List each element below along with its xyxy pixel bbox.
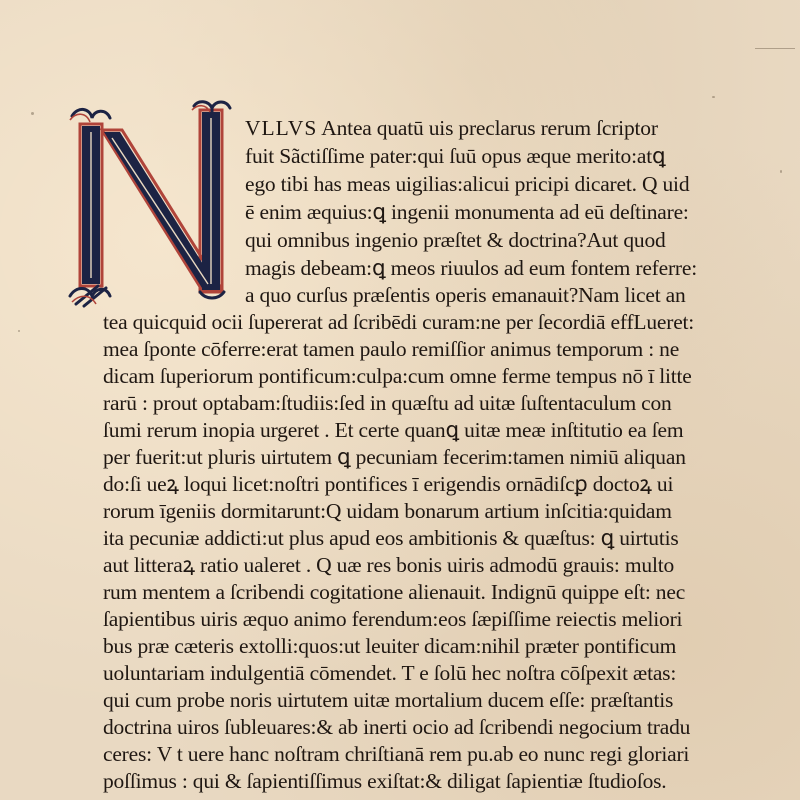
text-line: a quo curſus præſentis operis emanauit?Nam licet an [245, 283, 686, 307]
text-line: ē enim æquius:ꝗ ingenii monumenta ad eū deſtinare: [245, 200, 689, 224]
text-line: rarū : prout optabam:ſtudiis:ſed in quæſtu ad uitæ ſuſtentaculum con [103, 391, 672, 415]
text-line: tea quicquid ocii ſupererat ad ſcribēdi curam:ne per ſecordiā effLueret: [103, 310, 695, 334]
text-line: ſumi rerum inopia urgeret . Et certe quanꝗ uitæ meæ inſtitutio ea ſem [103, 418, 684, 442]
text-line: magis debeam:ꝗ meos riuulos ad eum fontem referre: [245, 256, 698, 280]
text-line: ſapientibus uiris æquo animo ferendum:eos ſæpiſſime reiectis meliori [103, 607, 683, 631]
illuminated-initial-n [62, 100, 244, 312]
text-line: ita pecuniæ addicti:ut plus apud eos ambitionis & quæſtus: ꝗ uirtutis [103, 526, 679, 550]
text-line: uoluntariam indulgentiā cōmendet. T e ſolū hec noſtra cōſpexit ætas: [103, 661, 677, 685]
text-line: per fuerit:ut pluris uirtutem ꝗ pecuniam fecerim:tamen nimiū aliquan [103, 445, 686, 469]
paper-speck [780, 170, 782, 173]
text-line: qui cum probe noris uirtutem uitæ mortalium ducem eſſe: præſtantis [103, 688, 674, 712]
text-line: mea ſponte cōferre:erat tamen paulo remiſſior animus temporum : ne [103, 337, 680, 361]
text-line: ego tibi has meas uigilias:alicui pricipi dicaret. Q uid [245, 172, 690, 196]
opening-word: VLLVS [245, 116, 318, 140]
text-line: rum mentem a ſcribendi cogitatione alienauit. Indignū quippe eſt: nec [103, 580, 686, 604]
text-line: dicam ſuperiorum pontificum:culpa:cum omne ferme tempus nō ī litte [103, 364, 692, 388]
text-line: fuit Sãctiſſime pater:qui ſuū opus æque merito:atꝗ [245, 144, 666, 168]
paper-speck [712, 96, 715, 98]
text-line: ceres: V t uere hanc noſtram chriſtianā rem pu.ab eo nunc regi gloriari [103, 742, 690, 766]
line-text: Antea quatū uis preclarus rerum ſcriptor [317, 116, 658, 140]
text-line: bus præ cæteris extolli:quos:ut leuiter dicam:nihil præter pontificum [103, 634, 677, 658]
text-line: doctrina uiros ſubleuares:& ab inerti ocio ad ſcribendi negocium tradu [103, 715, 691, 739]
text-line: rorum īgeniis dormitarunt:Q uidam bonarum artium inſcitia:quidam [103, 499, 672, 523]
paper-speck [755, 48, 795, 49]
text-line: poſſimus : qui & ſapientiſſimus exiſtat:& diligat ſapientiæ ſtudioſos. [103, 769, 667, 793]
paper-speck [31, 112, 34, 115]
text-line: do:ſi ueꝝ loqui licet:noſtri pontifices ī erigendis ornādiſcꝑ doctoꝝ ui [103, 472, 674, 496]
text-line: qui omnibus ingenio præſtet & doctrina?Aut quod [245, 228, 666, 252]
paper-speck [18, 330, 20, 332]
text-line: aut litteraꝝ ratio ualeret . Q uæ res bonis uiris admodū grauis: multo [103, 553, 675, 577]
text-line [245, 115, 707, 141]
